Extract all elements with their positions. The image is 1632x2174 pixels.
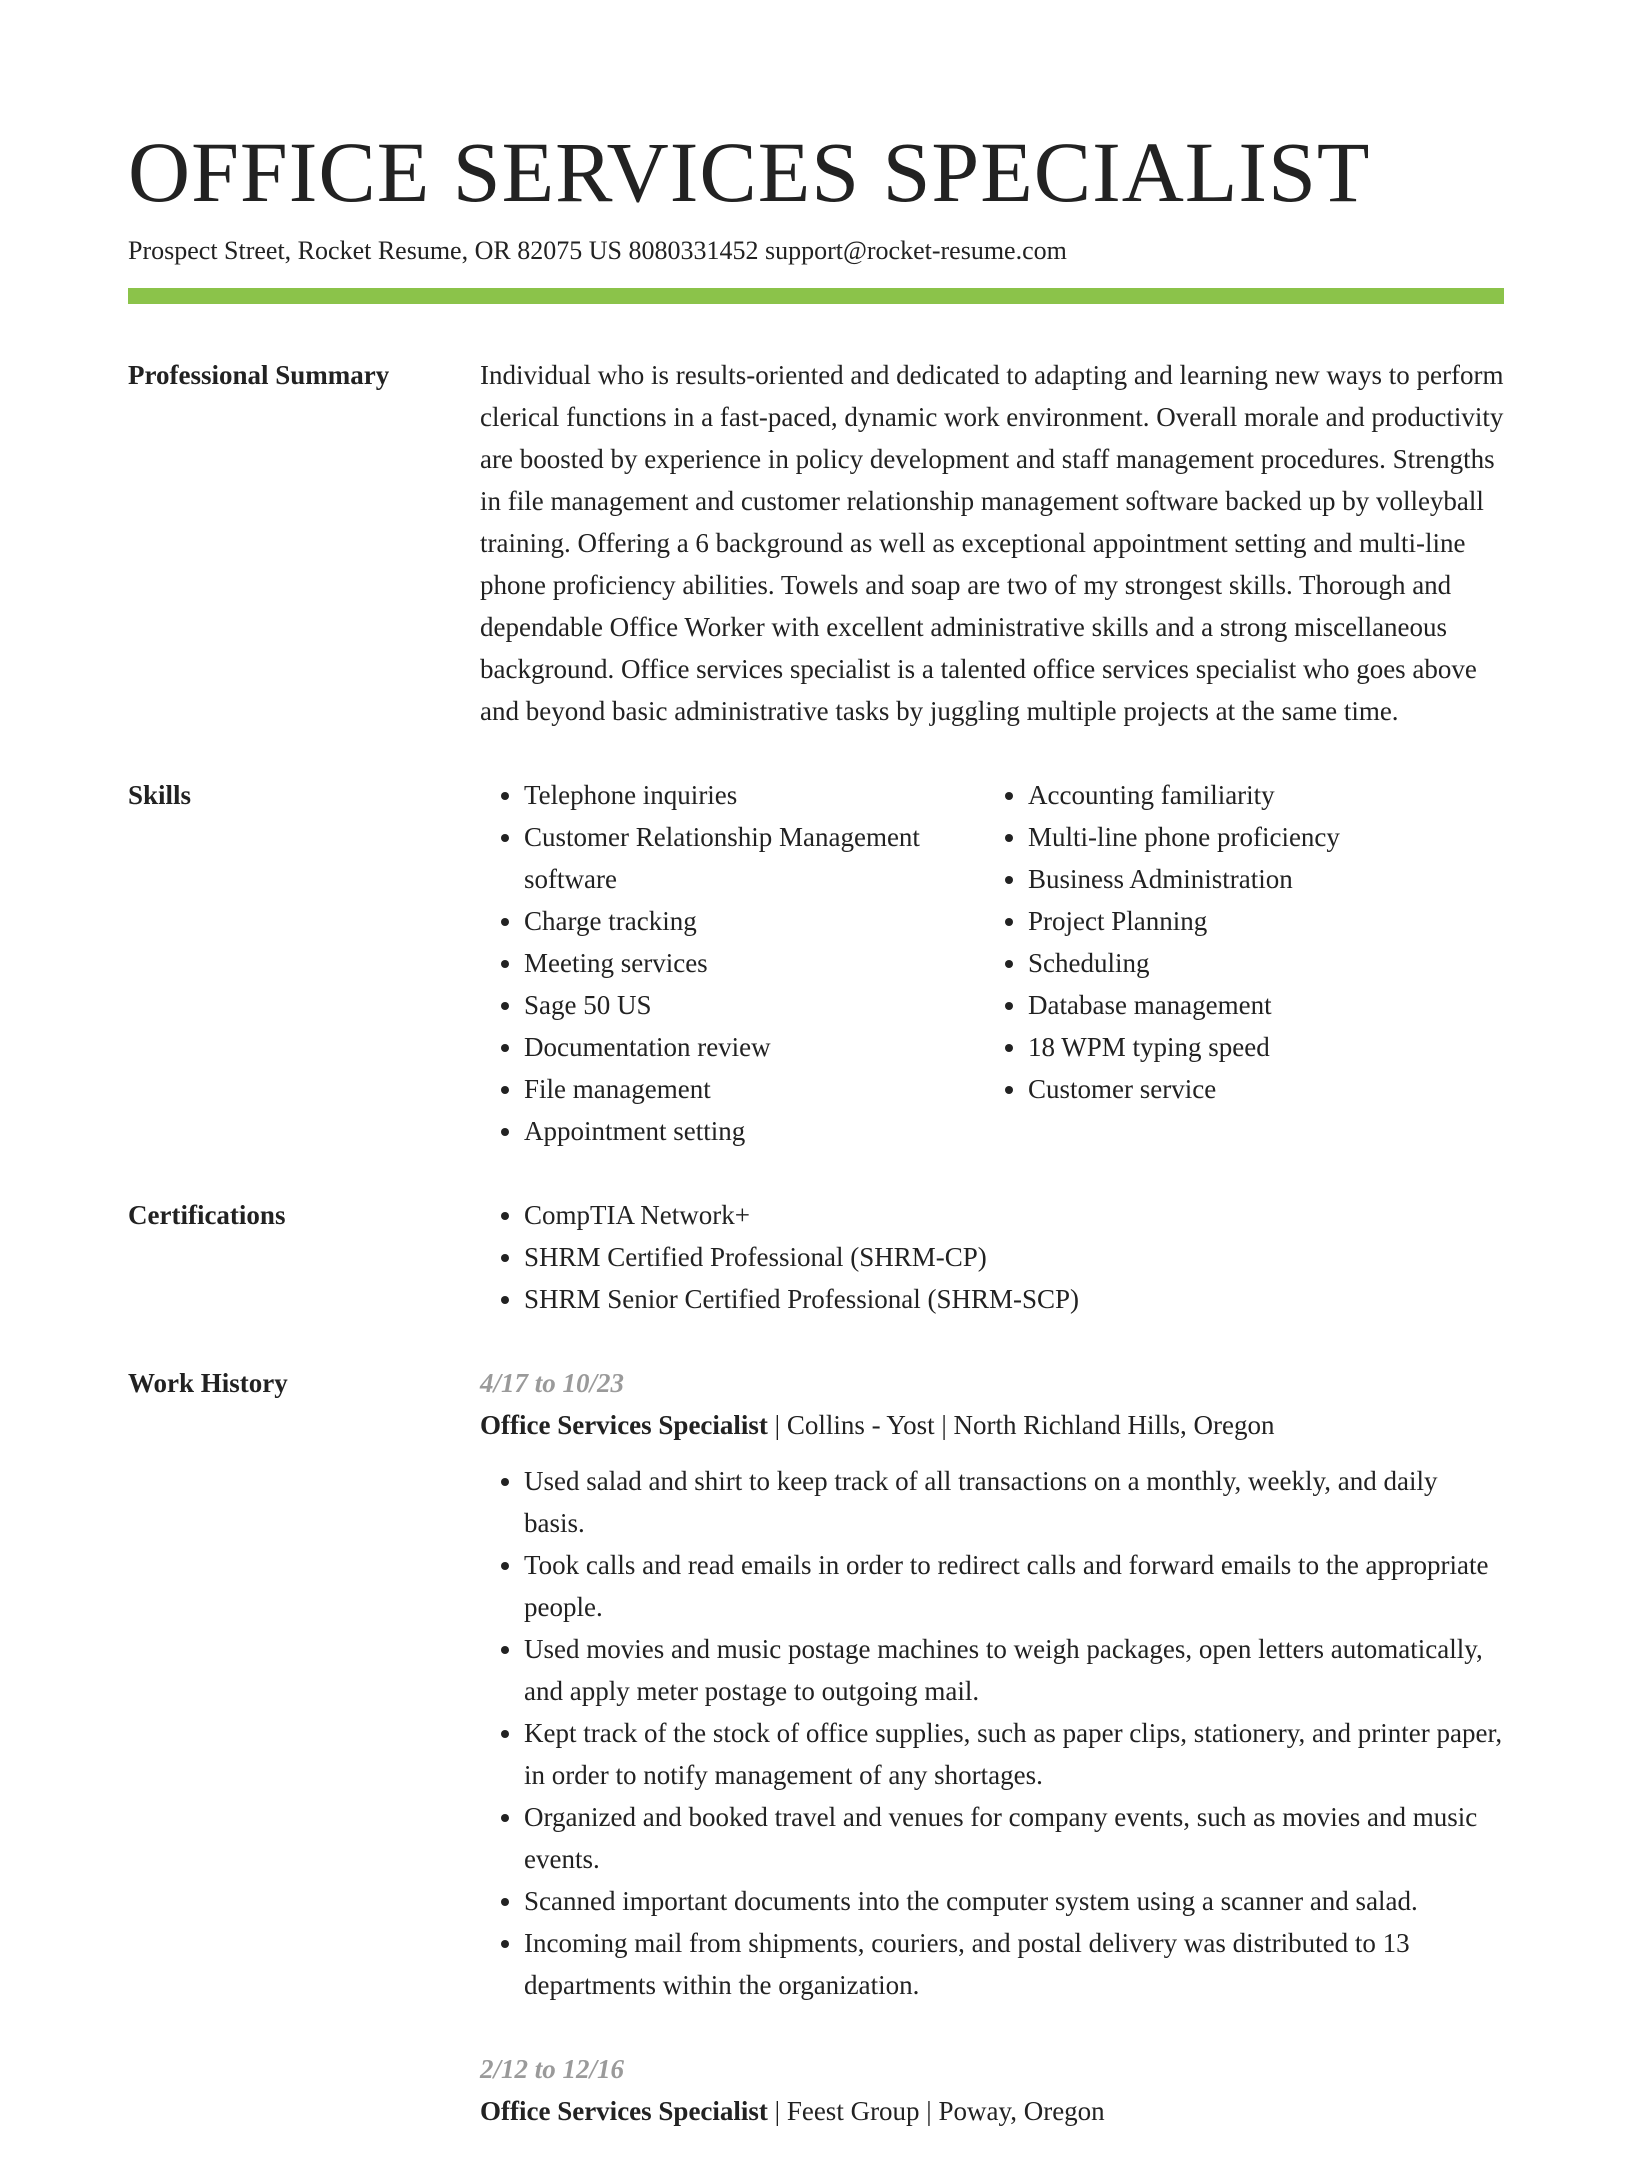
skill-item: • File management xyxy=(524,1068,984,1110)
skill-item: • Multi-line phone proficiency xyxy=(1028,816,1488,858)
skill-item: • Sage 50 US xyxy=(524,984,984,1026)
resume-name: OFFICE SERVICES SPECIALIST xyxy=(128,124,1371,220)
section-title-summary: Professional Summary xyxy=(128,360,390,390)
job-bullet: • Scanned important documents into the computer system using a scanner and salad. xyxy=(524,1880,1504,1922)
skill-item: • Customer Relationship Management software xyxy=(524,816,984,900)
job-employer-location: | Collins - Yost | North Richland Hills, Oregon xyxy=(767,1410,1275,1440)
job-role: Office Services Specialist xyxy=(480,2096,768,2126)
skill-item: • Meeting services xyxy=(524,942,984,984)
certification-item: • SHRM Senior Certified Professional (SHRM-SCP) xyxy=(524,1278,1504,1320)
job-entry xyxy=(480,2048,1504,2132)
job-employer-location: | Feest Group | Poway, Oregon xyxy=(767,2096,1105,2126)
skill-item: • 18 WPM typing speed xyxy=(1028,1026,1488,1068)
skill-item: • Business Administration xyxy=(1028,858,1488,900)
skill-item: • Documentation review xyxy=(524,1026,984,1068)
job-role: Office Services Specialist xyxy=(480,1410,768,1440)
skills-column-left xyxy=(480,774,984,1152)
certification-item: • SHRM Certified Professional (SHRM-CP) xyxy=(524,1236,1504,1278)
certifications-section xyxy=(128,1194,1504,1320)
job-bullet: • Organized and booked travel and venues for company events, such as movies and music events. xyxy=(524,1796,1504,1880)
resume-page xyxy=(128,0,1504,2174)
job-entry xyxy=(480,1362,1504,2006)
skill-item: • Customer service xyxy=(1028,1068,1488,1110)
job-header xyxy=(480,1404,1504,1446)
job-dates: 2/12 to 12/16 xyxy=(480,2054,625,2084)
job-bullet: • Kept track of the stock of office supplies, such as paper clips, stationery, and printer paper, in order to notify management of any shortages. xyxy=(524,1712,1504,1796)
job-bullet: • Used salad and shirt to keep track of all transactions on a monthly, weekly, and daily basis. xyxy=(524,1460,1504,1544)
certification-item: • CompTIA Network+ xyxy=(524,1194,1504,1236)
job-bullet: • Used movies and music postage machines to weigh packages, open letters automatically, and apply meter postage to outgoing mail. xyxy=(524,1628,1504,1712)
work-history-section xyxy=(128,1362,1504,2174)
job-bullet: • Took calls and read emails in order to redirect calls and forward emails to the appropriate people. xyxy=(524,1544,1504,1628)
accent-divider xyxy=(128,288,1504,304)
skill-item: • Scheduling xyxy=(1028,942,1488,984)
skill-item: • Database management xyxy=(1028,984,1488,1026)
contact-line: Prospect Street, Rocket Resume, OR 82075 US 8080331452 support@rocket-resume.com xyxy=(128,236,1067,265)
job-bullet: • Incoming mail from shipments, couriers, and postal delivery was distributed to 13 departments within the organization. xyxy=(524,1922,1504,2006)
skill-item: • Appointment setting xyxy=(524,1110,984,1152)
job-dates: 4/17 to 10/23 xyxy=(480,1368,625,1398)
section-title-certifications: Certifications xyxy=(128,1200,286,1230)
skill-item: • Accounting familiarity xyxy=(1028,774,1488,816)
section-title-skills: Skills xyxy=(128,780,192,810)
skills-column-right xyxy=(984,774,1488,1152)
skill-item: • Charge tracking xyxy=(524,900,984,942)
skill-item: • Telephone inquiries xyxy=(524,774,984,816)
summary-section xyxy=(128,354,1504,732)
job-header xyxy=(480,2090,1504,2132)
section-title-work-history: Work History xyxy=(128,1368,288,1398)
summary-text: Individual who is results-oriented and dedicated to adapting and learning new ways to perform clerical functions in a fast-paced, dynamic work environment. Overall morale and productivity are boosted by experience in policy development and staff management procedures. Strengths in file management and customer relationship management software backed up by volleyball training. Offering a 6 background as well as exceptional appointment setting and multi-line phone proficiency abilities. Towels and soap are two of my strongest skills. Thorough and dependable Office Worker with excellent administrative skills and a strong miscellaneous background. Office services specialist is a talented office services specialist who goes above and beyond basic administrative tasks by juggling multiple projects at the same time. xyxy=(480,360,1504,726)
skill-item: • Project Planning xyxy=(1028,900,1488,942)
skills-section xyxy=(128,774,1504,1152)
